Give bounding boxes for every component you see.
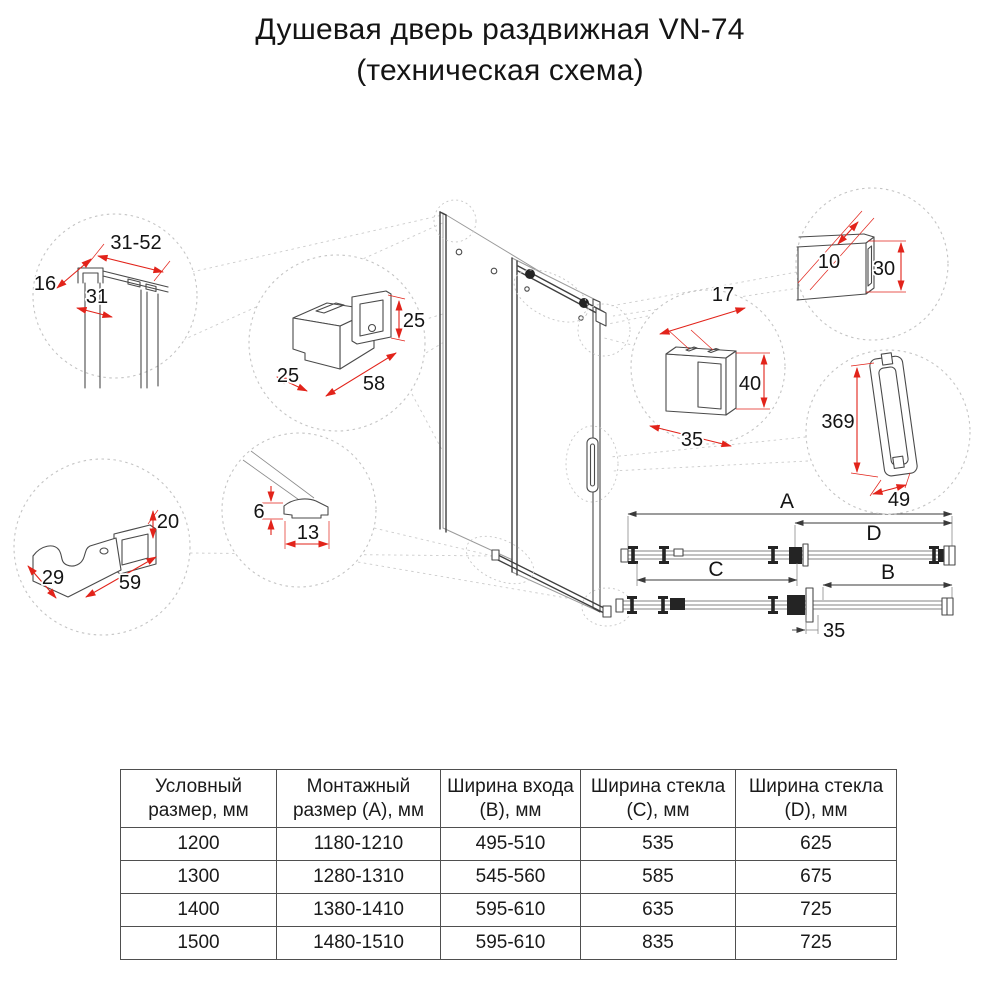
- dim-label-wall-depth: 16: [33, 273, 57, 295]
- table-cell: 1400: [121, 894, 277, 927]
- glass-hole: [491, 268, 497, 274]
- table-header-cell: Ширина входа (В), мм: [441, 770, 581, 828]
- dim-label-A: A: [779, 490, 795, 513]
- table-row: [121, 927, 897, 960]
- table-header-cell: Условный размер, мм: [121, 770, 277, 828]
- glass-holder-drawing: [666, 347, 736, 415]
- dim-label-strip-width: 13: [296, 522, 320, 544]
- dim-label-holder-width: 35: [680, 429, 704, 451]
- dim-label-strip-height: 6: [253, 501, 265, 523]
- dim-label-D: D: [866, 522, 882, 545]
- dim-label-holder-height: 40: [738, 373, 762, 395]
- table-cell: 1480-1510: [277, 927, 441, 960]
- dim-label-stopper-depth: 29: [41, 567, 65, 589]
- table-header-cell: Монтажный размер (А), мм: [277, 770, 441, 828]
- dim-label-wall-width: 31: [85, 286, 109, 308]
- dim-label-holder-spacing: 17: [711, 284, 735, 306]
- table-header-cell: Ширина стекла (С), мм: [581, 770, 736, 828]
- table-body: [121, 828, 897, 960]
- table-row: [121, 828, 897, 861]
- detail-handle: [806, 350, 970, 514]
- dim-label-wall-range: 31-52: [110, 232, 162, 254]
- table-header-row: [121, 770, 897, 828]
- table-cell: 1500: [121, 927, 277, 960]
- dim-label-tube-thickness: 10: [817, 251, 841, 273]
- dim-label-B: B: [880, 561, 896, 584]
- table-cell: 725: [736, 927, 897, 960]
- table-cell: 675: [736, 861, 897, 894]
- table-row: [121, 861, 897, 894]
- table-cell: 545-560: [441, 861, 581, 894]
- table-cell: 1300: [121, 861, 277, 894]
- roller: [579, 298, 589, 308]
- dim-label-bracket-length: 58: [362, 373, 386, 395]
- table-cell: 1200: [121, 828, 277, 861]
- dim-label-bracket-depth: 25: [276, 365, 300, 387]
- door-handle: [587, 438, 598, 492]
- detail-wall-profile: [33, 214, 197, 388]
- table-cell: 495-510: [441, 828, 581, 861]
- table-cell: 1280-1310: [277, 861, 441, 894]
- dim-label-tube-height: 30: [872, 258, 896, 280]
- table-cell: 585: [581, 861, 736, 894]
- detail-roller-bracket: [249, 255, 425, 431]
- detail-bottom-stopper: [14, 459, 190, 635]
- glass-hole: [456, 249, 462, 255]
- size-table: [120, 769, 897, 960]
- door-assembly-drawing: [434, 200, 632, 626]
- dim-label-handle-length: 369: [821, 411, 855, 433]
- table-cell: 595-610: [441, 927, 581, 960]
- table-row: [121, 894, 897, 927]
- dim-label-C: C: [708, 558, 724, 581]
- table-cell: 835: [581, 927, 736, 960]
- dim-label-handle-width: 49: [887, 489, 911, 511]
- table-cell: 595-610: [441, 894, 581, 927]
- table-cell: 725: [736, 894, 897, 927]
- detail-glass-holder: [631, 284, 785, 451]
- page-title-line1: Душевая дверь раздвижная VN-74: [255, 13, 745, 46]
- detail-bottom-strip: [222, 433, 376, 587]
- page-title-line2: (техническая схема): [356, 54, 644, 87]
- dim-label-stopper-length: 59: [118, 572, 142, 594]
- table-cell: 635: [581, 894, 736, 927]
- table-cell: 1180-1210: [277, 828, 441, 861]
- dim-label-stopper-height: 20: [156, 511, 180, 533]
- table-cell: 625: [736, 828, 897, 861]
- detail-top-tube: [796, 188, 948, 340]
- sliding-glass-door: [512, 258, 600, 612]
- table-cell: 535: [581, 828, 736, 861]
- dim-label-offset-35: 35: [823, 620, 846, 642]
- plan-view-bottom: [616, 561, 953, 642]
- table-header-cell: Ширина стекла (D), мм: [736, 770, 897, 828]
- table-cell: 1380-1410: [277, 894, 441, 927]
- dim-label-bracket-height: 25: [402, 310, 426, 332]
